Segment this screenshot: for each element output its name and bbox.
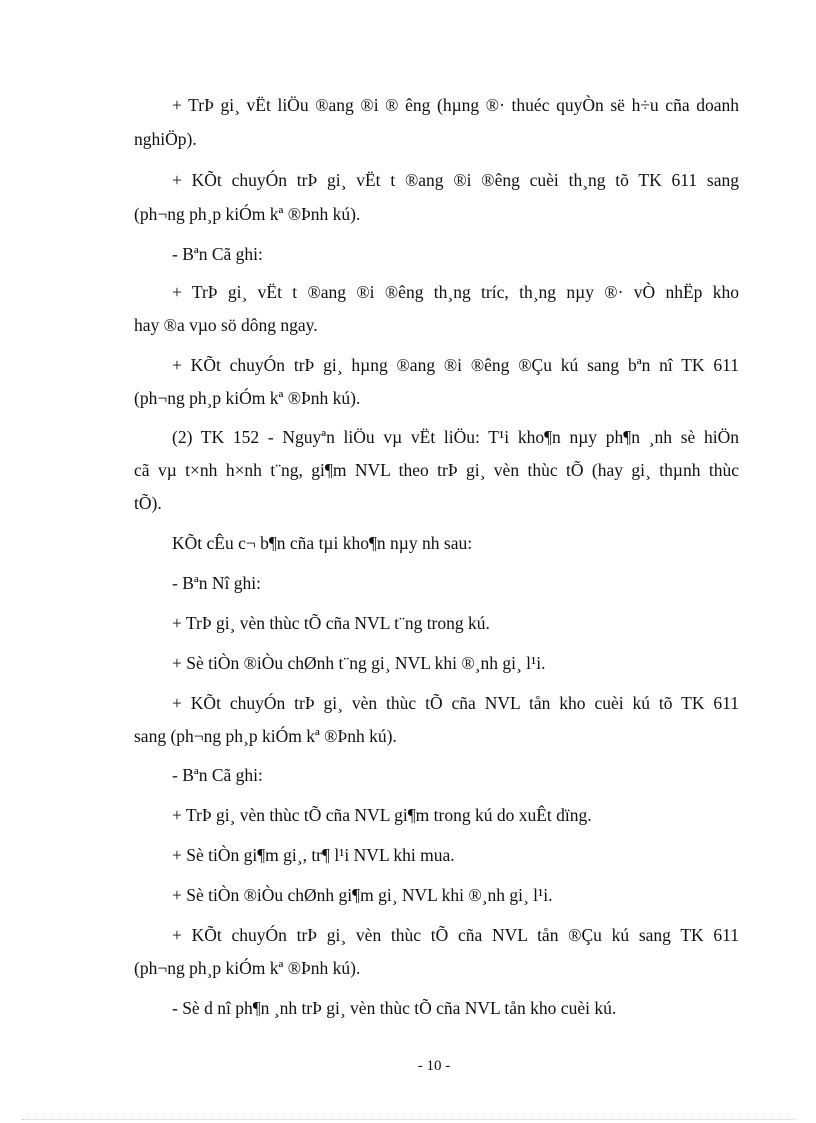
text-line-25: - Sè d nî ph¶n ¸nh trÞ gi¸ vèn thùc tÕ cña NVL tån kho cuèi kú. (172, 998, 617, 1018)
text-line-9: (ph¬ng ph¸p kiÓm kª ®Þnh kú). (134, 388, 361, 408)
page-number: - 10 - (417, 1058, 451, 1074)
text-line-4: (ph¬ng ph¸p kiÓm kª ®Þnh kú). (134, 204, 361, 224)
text-line-6: + TrÞ gi¸ vËt t ®ang ®i ®êng th¸ng tríc, th¸ng nµy ®· vÒ nhËp kho (172, 282, 739, 302)
text-line-5: - Bªn Cã ghi: (172, 244, 263, 264)
text-line-21: + Sè tiÒn gi¶m gi¸, tr¶ l¹i NVL khi mua. (172, 845, 455, 865)
text-line-13: KÕt cÊu c¬ b¶n cña tµi kho¶n nµy nh sau: (172, 533, 473, 553)
text-line-23: + KÕt chuyÓn trÞ gi¸ vèn thùc tÕ cña NVL tån ®Çu kú sang TK 611 (172, 925, 739, 945)
text-line-12: tÕ). (134, 493, 162, 513)
page-bottom-divider (22, 1119, 794, 1120)
text-line-2: nghiÖp). (134, 129, 197, 149)
text-line-15: + TrÞ gi¸ vèn thùc tÕ cña NVL t¨ng trong kú. (172, 613, 490, 633)
text-line-16: + Sè tiÒn ®iÒu chØnh t¨ng gi¸ NVL khi ®¸nh gi¸ l¹i. (172, 653, 546, 673)
text-line-3: + KÕt chuyÓn trÞ gi¸ vËt t ®ang ®i ®êng cuèi th¸ng tõ TK 611 sang (172, 170, 739, 190)
text-line-19: - Bªn Cã ghi: (172, 765, 263, 785)
text-line-18: sang (ph¬ng ph¸p kiÓm kª ®Þnh kú). (134, 726, 397, 746)
text-line-1: + TrÞ gi¸ vËt liÖu ®ang ®i ® êng (hµng ®· thuéc quyÒn së h÷u cña doanh (172, 95, 739, 115)
text-line-11: cã vµ t×nh h×nh t¨ng, gi¶m NVL theo trÞ gi¸ vèn thùc tÕ (hay gi¸ thµnh thùc (134, 460, 739, 480)
text-line-24: (ph¬ng ph¸p kiÓm kª ®Þnh kú). (134, 958, 361, 978)
text-line-8: + KÕt chuyÓn trÞ gi¸ hµng ®ang ®i ®êng ®Çu kú sang bªn nî TK 611 (172, 355, 739, 375)
text-line-10: (2) TK 152 - Nguyªn liÖu vµ vËt liÖu: T¹i kho¶n nµy ph¶n ¸nh sè hiÖn (172, 427, 739, 447)
text-line-14: - Bªn Nî ghi: (172, 573, 261, 593)
text-line-22: + Sè tiÒn ®iÒu chØnh gi¶m gi¸ NVL khi ®¸nh gi¸ l¹i. (172, 885, 553, 905)
text-line-17: + KÕt chuyÓn trÞ gi¸ vèn thùc tÕ cña NVL tån kho cuèi kú tõ TK 611 (172, 693, 739, 713)
text-line-20: + TrÞ gi¸ vèn thùc tÕ cña NVL gi¶m trong kú do xuÊt dïng. (172, 805, 592, 825)
text-line-7: hay ®a vµo sö dông ngay. (134, 315, 318, 335)
